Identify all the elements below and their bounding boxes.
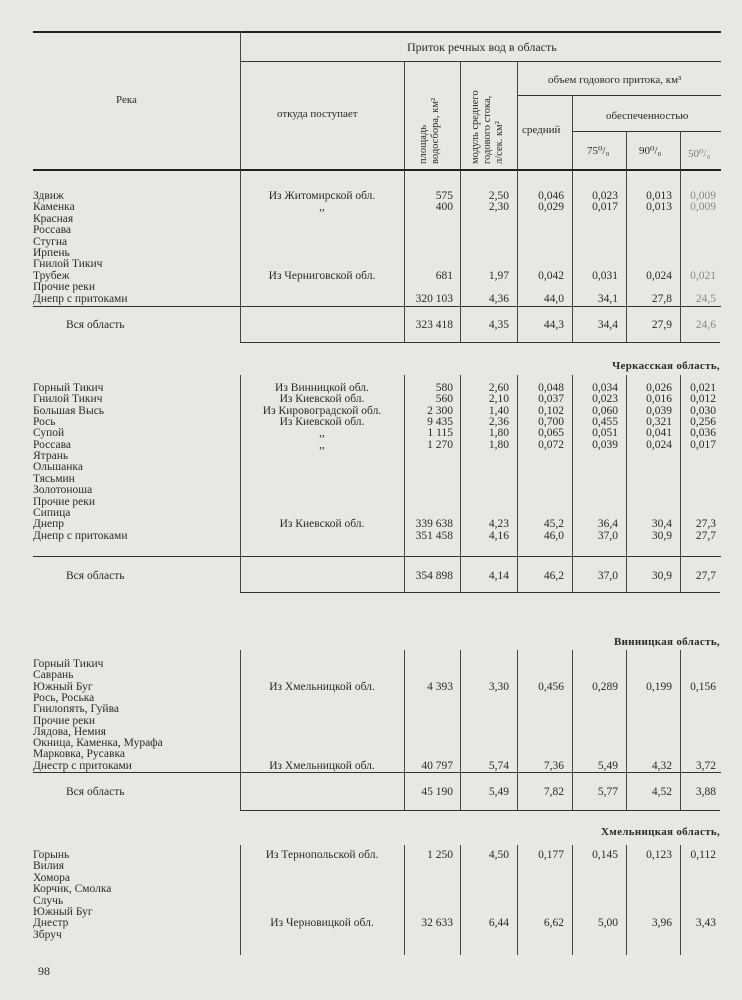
- total-p75-value: 34,4: [597, 319, 618, 331]
- river-name: Случь: [33, 895, 64, 907]
- column-rule: [240, 170, 241, 342]
- p95-value: 0,030: [690, 405, 716, 417]
- p95-value: 0,112: [690, 849, 716, 861]
- header-bottom-rule: [33, 169, 721, 171]
- column-rule: [404, 650, 405, 810]
- modulus-value: 5,74: [488, 760, 509, 772]
- modulus-value: 2,10: [488, 393, 509, 405]
- source-region: Из Черновицкой обл.: [270, 917, 374, 929]
- p90-value: 30,4: [651, 518, 672, 530]
- area-value: 681: [435, 270, 453, 282]
- source-region: ,,: [319, 201, 325, 213]
- header-river: Река: [116, 94, 137, 106]
- modulus-value: 1,40: [488, 405, 509, 417]
- river-name: Большая Высь: [33, 405, 105, 417]
- modulus-value: 4,50: [488, 849, 509, 861]
- river-name: Россава: [33, 439, 71, 451]
- section-title: Хмельницкая область,: [601, 826, 720, 838]
- column-rule: [572, 845, 573, 955]
- column-rule: [240, 650, 241, 810]
- header-vline: [460, 61, 461, 169]
- total-p95-value: 27,7: [695, 570, 716, 582]
- p75-value: 0,289: [592, 681, 618, 693]
- total-p95-value: 3,88: [695, 786, 716, 798]
- area-value: 339 638: [415, 518, 453, 530]
- source-region: Из Тернопольской обл.: [265, 849, 379, 861]
- mean-volume-value: 0,700: [538, 416, 564, 428]
- modulus-value: 2,36: [488, 416, 509, 428]
- source-region: Из Черниговской обл.: [268, 270, 376, 282]
- header-vline: [572, 95, 573, 169]
- river-name: Южный Буг: [33, 681, 93, 693]
- column-rule: [680, 845, 681, 955]
- river-name: Прочие реки: [33, 715, 96, 727]
- section-title: Черкасская область,: [612, 360, 720, 372]
- river-name: Рось, Роська: [33, 692, 95, 704]
- modulus-value: 6,44: [488, 917, 509, 929]
- column-rule: [517, 650, 518, 810]
- river-name: Хомора: [33, 872, 70, 884]
- river-name: Супой: [33, 427, 65, 439]
- p75-value: 37,0: [597, 530, 618, 542]
- mean-volume-value: 0,048: [538, 382, 564, 394]
- river-name: Днестр с притоками: [33, 760, 132, 772]
- river-name: Корчик, Смолка: [33, 883, 112, 895]
- column-rule: [517, 845, 518, 955]
- p75-value: 5,49: [597, 760, 618, 772]
- source-region: Из Киевской обл.: [279, 416, 365, 428]
- column-rule: [240, 845, 241, 955]
- area-value: 2 300: [427, 405, 453, 417]
- p95-value: 3,72: [695, 760, 716, 772]
- p95-value: 0,009: [690, 201, 716, 213]
- source-region: Из Винницкой обл.: [275, 382, 369, 394]
- column-rule: [680, 650, 681, 810]
- column-rule: [626, 845, 627, 955]
- river-name: Трубеж: [33, 270, 70, 282]
- total-modulus-value: 4,35: [488, 319, 509, 331]
- mean-volume-value: 7,36: [543, 760, 564, 772]
- total-p75-value: 5,77: [597, 786, 618, 798]
- header-vline: [240, 31, 241, 169]
- river-name: Красная: [33, 213, 74, 225]
- p90-value: 0,199: [646, 681, 672, 693]
- row-separator: [33, 556, 721, 557]
- modulus-value: 2,50: [488, 190, 509, 202]
- modulus-value: 1,80: [488, 439, 509, 451]
- mean-volume-value: 0,072: [538, 439, 564, 451]
- mean-volume-value: 0,102: [538, 405, 564, 417]
- total-p75-value: 37,0: [597, 570, 618, 582]
- p75-value: 0,051: [592, 427, 618, 439]
- source-region: Из Кировоградской обл.: [262, 405, 382, 417]
- river-name: Гнилопять, Гуйва: [33, 703, 119, 715]
- p90-value: 0,041: [646, 427, 672, 439]
- p90-value: 0,013: [646, 190, 672, 202]
- p75-value: 0,034: [592, 382, 618, 394]
- river-name: Лядова, Немия: [33, 726, 106, 738]
- column-rule: [404, 845, 405, 955]
- modulus-value: 2,60: [488, 382, 509, 394]
- mean-volume-value: 6,62: [543, 917, 564, 929]
- column-rule: [460, 845, 461, 955]
- area-value: 580: [435, 382, 453, 394]
- mean-volume-value: 0,065: [538, 427, 564, 439]
- header-supply: обеспеченностью: [606, 110, 689, 122]
- header-vline: [404, 61, 405, 169]
- total-p90-value: 30,9: [651, 570, 672, 582]
- source-region: Из Хмельницкой обл.: [269, 681, 375, 693]
- river-name: Окница, Каменка, Мурафа: [33, 737, 163, 749]
- mean-volume-value: 46,0: [543, 530, 564, 542]
- mean-volume-value: 0,042: [538, 270, 564, 282]
- p75-value: 0,031: [592, 270, 618, 282]
- river-name: Тясьмин: [33, 473, 75, 485]
- mean-volume-value: 0,037: [538, 393, 564, 405]
- p95-value: 0,009: [690, 190, 716, 202]
- total-area-value: 354 898: [415, 570, 453, 582]
- p95-value: 27,7: [695, 530, 716, 542]
- river-name: Ольшанка: [33, 461, 83, 473]
- area-value: 1 270: [427, 439, 453, 451]
- header-modulus-2: годового стока,: [482, 95, 493, 164]
- river-name: Днестр: [33, 917, 69, 929]
- river-name: Прочие реки: [33, 281, 96, 293]
- modulus-value: 4,36: [488, 293, 509, 305]
- river-name: Сипица: [33, 507, 71, 519]
- p95-value: 0,021: [690, 382, 716, 394]
- column-rule: [240, 375, 241, 592]
- header-mean: средний: [522, 124, 561, 136]
- area-value: 40 797: [421, 760, 453, 772]
- mean-volume-value: 0,046: [538, 190, 564, 202]
- river-name: Рось: [33, 416, 56, 428]
- p90-value: 0,013: [646, 201, 672, 213]
- p90-value: 27,8: [651, 293, 672, 305]
- p75-value: 34,1: [597, 293, 618, 305]
- p90-value: 30,9: [651, 530, 672, 542]
- source-region: ,,: [319, 439, 325, 451]
- column-rule: [572, 650, 573, 810]
- header-vline: [626, 131, 627, 169]
- total-mean-value: 7,82: [543, 786, 564, 798]
- row-separator: [33, 306, 721, 307]
- total-modulus-value: 4,14: [488, 570, 509, 582]
- row-separator: [240, 342, 720, 343]
- modulus-value: 3,30: [488, 681, 509, 693]
- p90-value: 0,016: [646, 393, 672, 405]
- p95-value: 3,43: [695, 917, 716, 929]
- p95-value: 24,5: [695, 293, 716, 305]
- area-value: 400: [435, 201, 453, 213]
- p75-value: 5,00: [597, 917, 618, 929]
- modulus-value: 1,97: [488, 270, 509, 282]
- column-rule: [626, 650, 627, 810]
- total-mean-value: 46,2: [543, 570, 564, 582]
- area-value: 575: [435, 190, 453, 202]
- source-region: Из Житомирской обл.: [268, 190, 376, 202]
- modulus-value: 4,23: [488, 518, 509, 530]
- section-title: Винницкая область,: [613, 636, 720, 648]
- river-name: Каменка: [33, 201, 75, 213]
- river-name: Ирпень: [33, 247, 70, 259]
- total-p95-value: 24,6: [695, 319, 716, 331]
- source-region: Из Киевской обл.: [279, 393, 365, 405]
- header-area-1: площадь: [418, 125, 429, 164]
- mean-volume-value: 0,029: [538, 201, 564, 213]
- p90-value: 4,32: [651, 760, 672, 772]
- source-region: Из Киевской обл.: [279, 518, 365, 530]
- p90-value: 0,039: [646, 405, 672, 417]
- source-region: Из Хмельницкой обл.: [269, 760, 375, 772]
- header-vline: [680, 131, 681, 169]
- row-separator: [240, 592, 720, 593]
- p90-value: 0,026: [646, 382, 672, 394]
- river-name: Вилия: [33, 860, 65, 872]
- river-name: Россава: [33, 224, 71, 236]
- p95-value: 0,156: [690, 681, 716, 693]
- p75-value: 0,455: [592, 416, 618, 428]
- header-p90: 90⁰/₀: [639, 145, 662, 157]
- river-name: Здвиж: [33, 190, 64, 202]
- area-value: 1 250: [427, 849, 453, 861]
- header-rule-2: [517, 95, 721, 96]
- area-value: 32 633: [421, 917, 453, 929]
- modulus-value: 2,30: [488, 201, 509, 213]
- river-name: Южный Буг: [33, 906, 93, 918]
- header-rule-1: [241, 61, 721, 62]
- table-top-rule: [33, 31, 721, 33]
- modulus-value: 1,80: [488, 427, 509, 439]
- header-p75: 75⁰/₀: [587, 145, 610, 157]
- river-name: Стугна: [33, 236, 68, 248]
- river-name: Днепр с притоками: [33, 530, 128, 542]
- p90-value: 0,024: [646, 270, 672, 282]
- p90-value: 3,96: [651, 917, 672, 929]
- p95-value: 0,256: [690, 416, 716, 428]
- p95-value: 0,036: [690, 427, 716, 439]
- area-value: 320 103: [415, 293, 453, 305]
- p75-value: 0,017: [592, 201, 618, 213]
- p90-value: 0,123: [646, 849, 672, 861]
- header-rule-3: [572, 131, 721, 132]
- header-area-2: водосбора, км²: [430, 97, 441, 164]
- area-value: 560: [435, 393, 453, 405]
- river-name: Гнилой Тикич: [33, 258, 103, 270]
- header-modulus-1: модуль среднего: [470, 90, 481, 164]
- area-value: 4 393: [427, 681, 453, 693]
- source-region: ,,: [319, 427, 325, 439]
- header-volume: объем годового притока, км³: [548, 74, 682, 86]
- row-separator: [240, 810, 720, 811]
- river-name: Збруч: [33, 929, 62, 941]
- header-inflow: Приток речных вод в область: [407, 40, 557, 54]
- p95-value: 0,017: [690, 439, 716, 451]
- river-name: Ятрань: [33, 450, 69, 462]
- river-name: Днепр: [33, 518, 65, 530]
- total-modulus-value: 5,49: [488, 786, 509, 798]
- p75-value: 0,145: [592, 849, 618, 861]
- page-number: 98: [38, 964, 50, 978]
- area-value: 9 435: [427, 416, 453, 428]
- total-label: Вся область: [66, 786, 125, 798]
- river-name: Горный Тикич: [33, 382, 104, 394]
- header-p95: 50⁰/₀: [688, 148, 711, 160]
- river-name: Прочие реки: [33, 496, 96, 508]
- area-value: 351 458: [415, 530, 453, 542]
- river-name: Золотоноша: [33, 484, 93, 496]
- p90-value: 0,321: [646, 416, 672, 428]
- area-value: 1 115: [427, 427, 453, 439]
- mean-volume-value: 45,2: [543, 518, 564, 530]
- modulus-value: 4,16: [488, 530, 509, 542]
- river-name: Горынь: [33, 849, 70, 861]
- river-name: Горный Тикич: [33, 658, 104, 670]
- river-name: Гнилой Тикич: [33, 393, 103, 405]
- river-name: Днепр с притоками: [33, 293, 128, 305]
- river-name: Саврань: [33, 669, 74, 681]
- p75-value: 0,023: [592, 190, 618, 202]
- column-rule: [460, 650, 461, 810]
- total-label: Вся область: [66, 570, 125, 582]
- total-area-value: 45 190: [421, 786, 453, 798]
- p90-value: 0,024: [646, 439, 672, 451]
- p75-value: 0,039: [592, 439, 618, 451]
- header-source: откуда поступает: [277, 108, 358, 120]
- mean-volume-value: 0,177: [538, 849, 564, 861]
- p75-value: 0,060: [592, 405, 618, 417]
- total-mean-value: 44,3: [543, 319, 564, 331]
- total-area-value: 323 418: [415, 319, 453, 331]
- mean-volume-value: 0,456: [538, 681, 564, 693]
- header-modulus-3: л/сек. км²: [494, 121, 505, 164]
- p75-value: 0,023: [592, 393, 618, 405]
- p95-value: 0,021: [690, 270, 716, 282]
- total-p90-value: 4,52: [651, 786, 672, 798]
- p95-value: 0,012: [690, 393, 716, 405]
- p75-value: 36,4: [597, 518, 618, 530]
- p95-value: 27,3: [695, 518, 716, 530]
- mean-volume-value: 44,0: [543, 293, 564, 305]
- total-p90-value: 27,9: [651, 319, 672, 331]
- header-vline: [517, 61, 518, 169]
- total-label: Вся область: [66, 319, 125, 331]
- river-name: Марковка, Русавка: [33, 748, 125, 760]
